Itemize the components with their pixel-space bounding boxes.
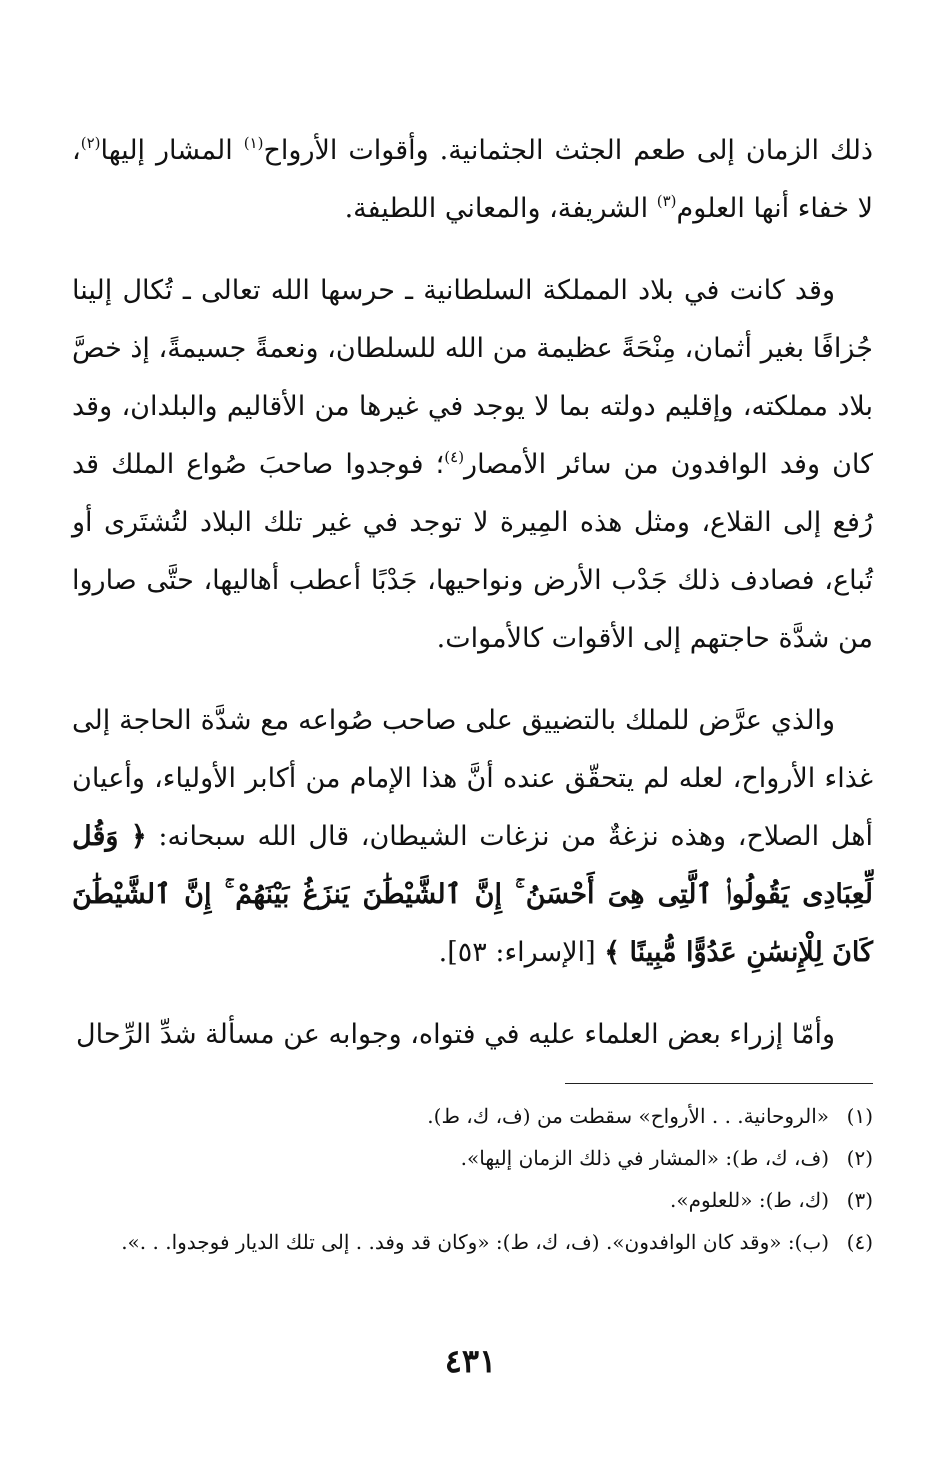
footnote-number: (٣)	[846, 1188, 873, 1212]
footnote-text: (ك، ط): «للعلوم».	[669, 1188, 829, 1212]
main-text	[72, 122, 873, 1088]
text-segment: ؛ فوجدوا صاحبَ صُواع الملك قد رُفع إلى القلاع، ومثل هذه المِيرة لا توجد في غير تلك البلاد لتُشتَرى أو تُباع، فصادف ذلك جَدْب الأرض ونواحيها، جَدْبًا أعطب أهاليها، حتَّى صاروا من شدَّة حاجتهم إلى الأقوات كالأموات.	[72, 449, 873, 654]
footnote-1	[72, 1097, 873, 1135]
footnote-number: (٤)	[846, 1230, 873, 1254]
paragraph-4	[72, 1006, 873, 1064]
footnote-ref-2[interactable]: (٢)	[80, 134, 101, 152]
quran-verse: ﴿ وَقُل لِّعِبَادِى يَقُولُوا۟ ٱلَّتِى هِىَ أَحْسَنُ ۚ إِنَّ ٱلشَّيْطَٰنَ يَنزَغُ بَيْنَهُمْ ۚ إِنَّ ٱلشَّيْطَٰنَ كَانَ لِلْإِنسَٰنِ عَدُوًّا مُّبِينًا ﴾	[72, 821, 873, 968]
text-segment: ، لا خفاء أنها العلوم	[72, 135, 873, 224]
paragraph-2	[72, 262, 873, 668]
footnote-4	[72, 1223, 873, 1261]
footnote-3	[72, 1181, 873, 1219]
footnote-2	[72, 1139, 873, 1177]
paragraph-3	[72, 692, 873, 982]
footnote-text: «الروحانية. . . الأرواح» سقطت من (ف، ك، ط).	[427, 1104, 829, 1128]
footnote-number: (٢)	[846, 1146, 873, 1170]
page-number: ٤٣١	[444, 1342, 497, 1380]
footnote-text: (ف، ك، ط): «المشار في ذلك الزمان إليها».	[460, 1146, 829, 1170]
footnote-ref-3[interactable]: (٣)	[656, 192, 677, 210]
footnotes	[72, 1097, 873, 1265]
text-segment: المشار إليها	[100, 135, 244, 166]
footnote-separator	[565, 1083, 873, 1084]
footnote-ref-1[interactable]: (١)	[243, 134, 264, 152]
verse-citation: [الإسراء: ٥٣].	[438, 937, 605, 968]
footnote-number: (١)	[846, 1104, 873, 1128]
text-segment: وأمّا إزراء بعض العلماء عليه في فتواه، وجوابه عن مسألة شدِّ الرِّحال	[76, 1019, 835, 1050]
text-segment: والذي عرَّض للملك بالتضييق على صاحب صُواعه مع شدَّة الحاجة إلى غذاء الأرواح، لعله لم يتحقّق عنده أنَّ هذا الإمام من أكابر الأولياء، وأعيان أهل الصلاح، وهذه نزغةٌ من نزغات الشيطان، قال الله سبحانه:	[72, 705, 873, 852]
footnote-ref-4[interactable]: (٤)	[444, 448, 465, 466]
footnote-text: (ب): «وقد كان الوافدون». (ف، ك، ط): «وكان قد وفد. . إلى تلك الديار فوجدوا. . .».	[121, 1230, 829, 1254]
paragraph-1	[72, 122, 873, 238]
text-segment: الشريفة، والمعاني اللطيفة.	[344, 193, 657, 224]
text-segment: وقد كانت في بلاد المملكة السلطانية ـ حرسها الله تعالى ـ تُكال إلينا جُزافًا بغير أثمان، مِنْحَةً عظيمة من الله للسلطان، ونعمةً جسيمةً، إذ خصَّ بلاد مملكته، وإقليم دولته بما لا يوجد في غيرها من الأقاليم والبلدان، وقد كان وفد الوافدون من سائر الأمصار	[72, 275, 873, 480]
text-segment: ذلك الزمان إلى طعم الجثث الجثمانية. وأقوات الأرواح	[263, 135, 874, 166]
